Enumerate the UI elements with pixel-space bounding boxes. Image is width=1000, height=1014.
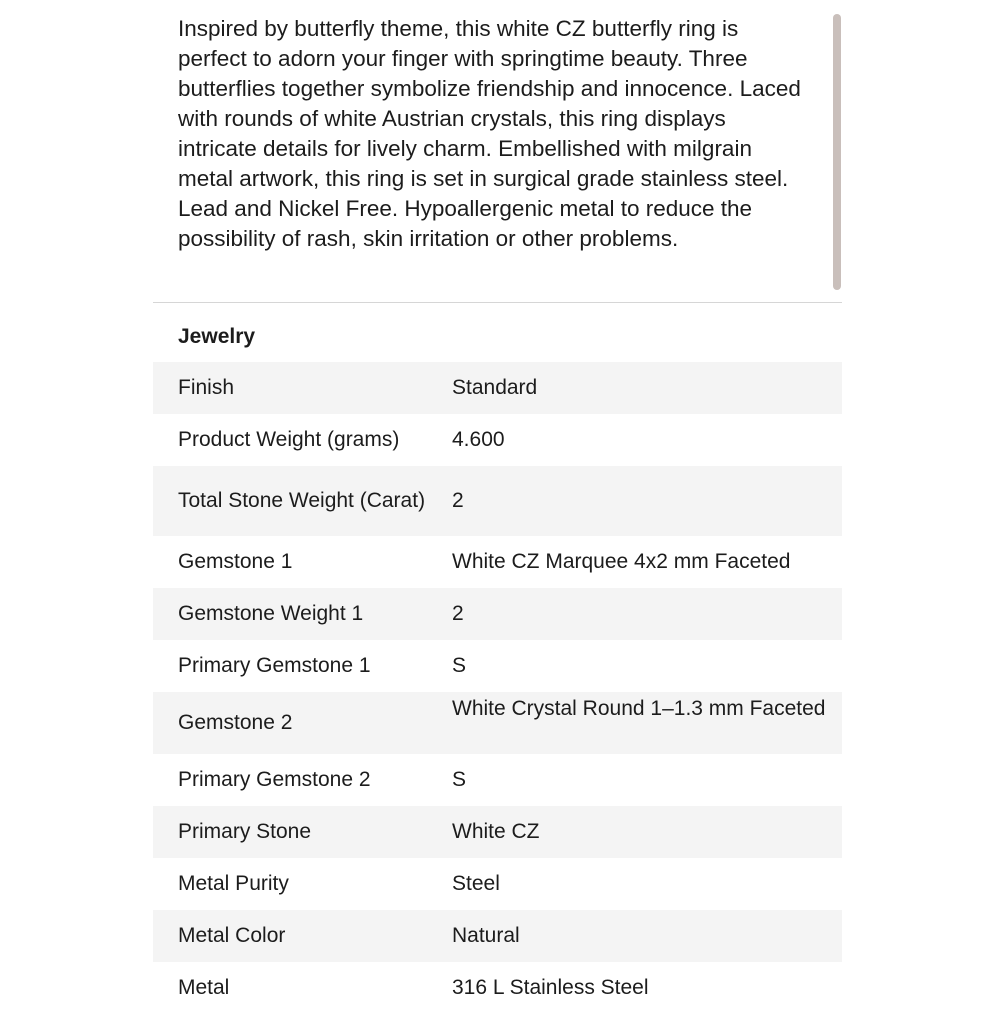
spec-label: Metal — [178, 976, 230, 999]
spec-row-primary-gemstone-2 — [153, 754, 842, 806]
spec-value: S — [452, 654, 467, 677]
spec-row-gemstone-2 — [153, 692, 842, 754]
spec-value: White CZ — [452, 820, 540, 843]
spec-label: Primary Gemstone 2 — [178, 768, 371, 791]
spec-row-gemstone-weight-1 — [153, 588, 842, 640]
spec-value: Standard — [452, 376, 538, 399]
spec-label: Total Stone Weight (Carat) — [178, 489, 426, 512]
spec-label: Metal Purity — [178, 872, 289, 895]
spec-row-gemstone-1 — [153, 536, 842, 588]
spec-row-metal-color — [153, 910, 842, 962]
product-details-panel — [153, 0, 842, 1000]
product-description-box[interactable] — [153, 0, 842, 303]
spec-row-product-weight — [153, 414, 842, 466]
spec-value: 2 — [452, 602, 464, 625]
spec-value: 2 — [452, 489, 464, 512]
spec-row-total-stone-weight — [153, 466, 842, 536]
spec-label: Metal Color — [178, 924, 286, 947]
spec-label: Product Weight (grams) — [178, 428, 400, 451]
specs-table — [153, 362, 842, 1014]
product-description: Inspired by butterfly theme, this white CZ butterfly ring is perfect to adorn your finger with springtime beauty. Three butterflies together symbolize friendship and innocence. Laced with rounds of white Austrian crystals, this ring displays intricate details for lively charm. Embellished with milgrain metal artwork, this ring is set in surgical grade stainless steel. Lead and Nickel Free. Hypoallergenic metal to reduce the possibility of rash, skin irritation or other problems. — [178, 16, 801, 251]
spec-value: Steel — [452, 872, 500, 895]
spec-row-metal-purity — [153, 858, 842, 910]
spec-value: 316 L Stainless Steel — [452, 976, 649, 999]
spec-row-metal — [153, 962, 842, 1014]
spec-label: Gemstone 2 — [178, 711, 293, 734]
spec-label: Finish — [178, 376, 235, 399]
description-scrollbar-thumb[interactable] — [833, 14, 841, 290]
spec-value: S — [452, 768, 467, 791]
spec-label: Primary Gemstone 1 — [178, 654, 371, 677]
spec-row-finish — [153, 362, 842, 414]
spec-value: 4.600 — [452, 428, 505, 451]
spec-label: Gemstone Weight 1 — [178, 602, 364, 625]
spec-value: White Crystal Round 1–1.3 mm Faceted — [452, 697, 826, 720]
spec-label: Gemstone 1 — [178, 550, 293, 573]
spec-row-primary-stone — [153, 806, 842, 858]
section-heading-jewelry: Jewelry — [178, 325, 256, 348]
spec-row-primary-gemstone-1 — [153, 640, 842, 692]
spec-value: Natural — [452, 924, 520, 947]
spec-label: Primary Stone — [178, 820, 312, 843]
spec-value: White CZ Marquee 4x2 mm Faceted — [452, 550, 791, 573]
